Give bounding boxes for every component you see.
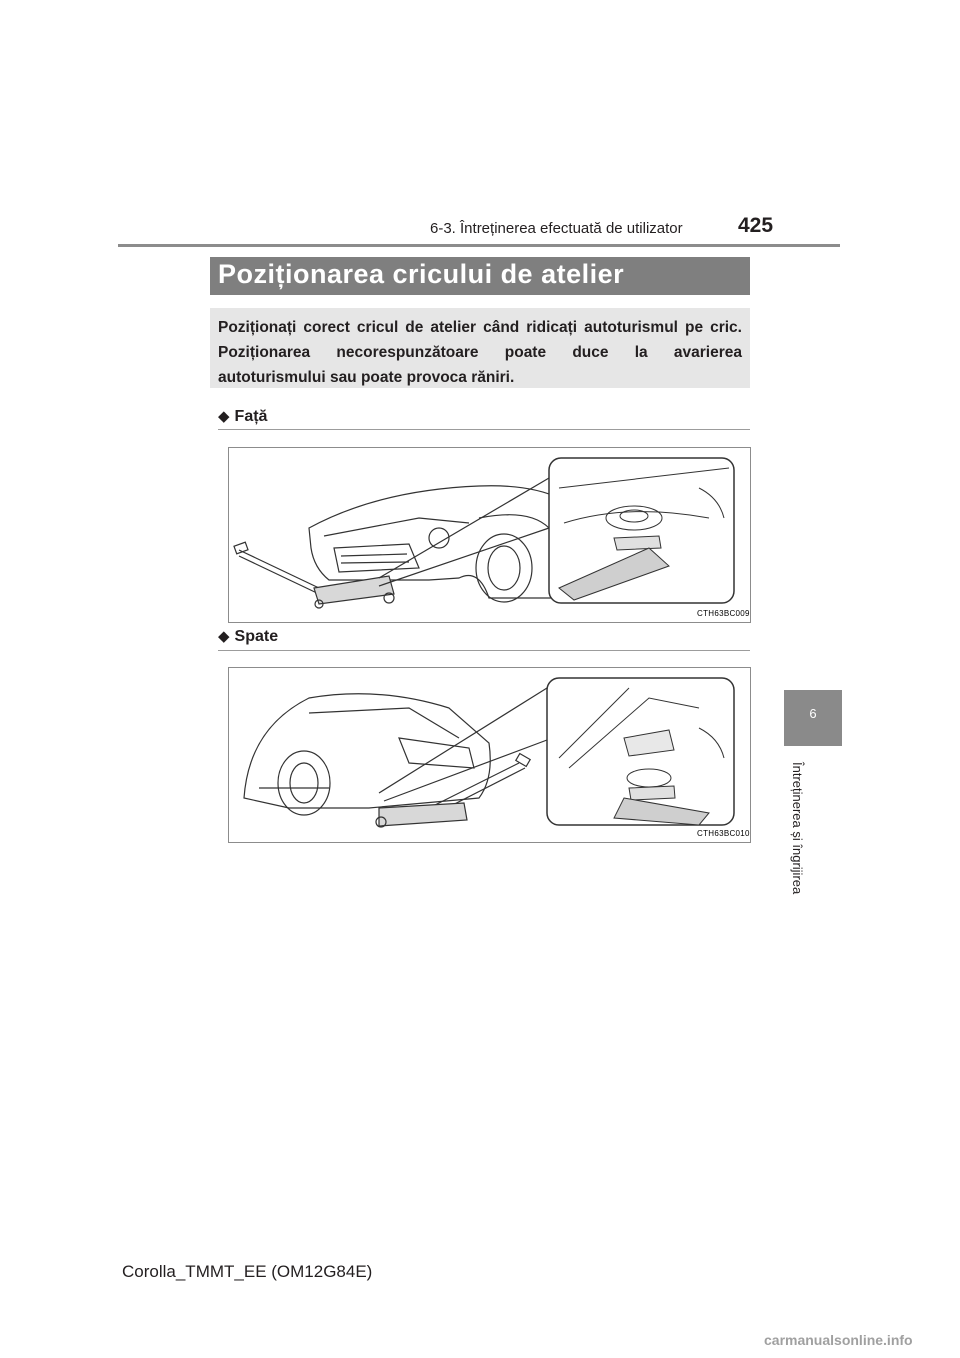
- chapter-number: 6: [809, 706, 817, 721]
- page-number: 425: [738, 214, 774, 237]
- chapter-label: Întreținerea și îngrijirea: [790, 762, 805, 895]
- watermark: carmanualsonline.info: [764, 1332, 913, 1348]
- section-rule-front: [218, 429, 750, 430]
- figure-code-front: CTH63BC009: [697, 609, 750, 618]
- figure-code-rear: CTH63BC010: [697, 829, 750, 838]
- section-heading-rear: [218, 627, 278, 646]
- footer-model: Corolla_TMMT_EE (OM12G84E): [122, 1262, 373, 1281]
- header-section-title: 6-3. Întreținerea efectuată de utilizator: [430, 220, 683, 237]
- diamond-icon: ◆: [218, 628, 230, 645]
- section-rule-rear: [218, 650, 750, 651]
- diamond-icon: ◆: [218, 408, 230, 425]
- figure-front-jack: [228, 447, 751, 623]
- intro-text: Poziționați corect cricul de atelier când ridicați autoturismul pe cric. Poziționarea necorespunzătoare poate duce la avarierea autoturismului sau poate provoca răniri.: [218, 319, 742, 386]
- section-label-front: Față: [234, 408, 268, 425]
- page-title: Poziționarea cricului de atelier: [218, 259, 625, 289]
- figure-rear-jack: [228, 667, 751, 843]
- front-jack-illustration: [229, 448, 750, 622]
- section-label-rear: Spate: [234, 628, 279, 645]
- header-rule: [118, 244, 840, 247]
- section-heading-front: [218, 407, 267, 426]
- rear-jack-illustration: [229, 668, 750, 842]
